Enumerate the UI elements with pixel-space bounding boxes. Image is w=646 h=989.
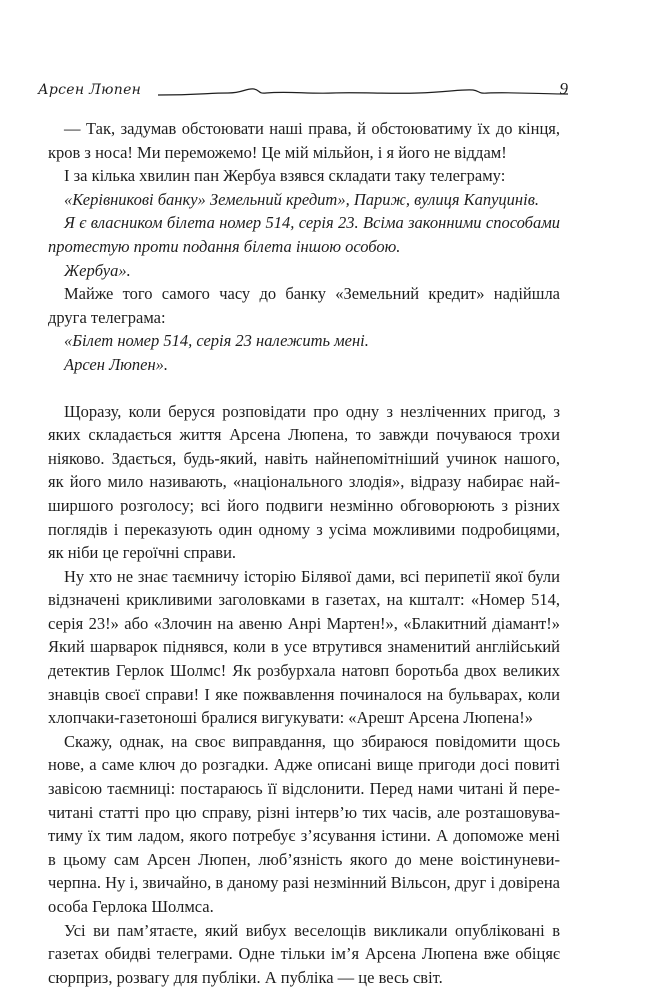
- paragraph: І за кілька хвилин пан Жербуа взявся складати таку телеграму:: [64, 166, 506, 186]
- paragraph: Майже того самого часу до банку «Земельний кредит» надійшла друга телеграма:: [48, 284, 560, 327]
- paragraph: Скажу, однак, на своє виправдання, що збираюся повідомити щось нове, а саме ключ до розгадки. Адже описані вище пригоди досі повиті завісою таємниці: постараюсь її відслонити. Перед нами читані й перечитані статті про цю справу, різні інтерв’ю тих часів, але розташовуватиму їх тим ладом, якого потребує з’ясування істини. А допоможе мені в цьому сам Арсен Люпен, люб’язність якого до мене воістинуневичерпна. Ну і, звичайно, в даному разі незмінний Вільсон, друг і довірена особа Герлока Шолмса.: [48, 731, 560, 916]
- book-title: Арсен Люпен: [38, 82, 142, 98]
- paragraph: Усі ви пам’ятаєте, який вибух веселощів викликали опубліковані в газетах обидві телеграми. Одне тільки ім’я Арсена Люпена вже обіцяє сюрприз, розвагу для публіки. А публіка — це весь світ.: [48, 920, 560, 987]
- telegram-signature: Жербуа».: [64, 260, 131, 280]
- telegram-line: «Керівникові банку» Земельний кредит», Париж, вулиця Капуцинів.: [64, 189, 539, 209]
- paragraph: Щоразу, коли беруся розповідати про одну з незліченних пригод, з яких складається життя Арсена Люпена, то завжди почуваюся трохи ніяково. Здається, будь-який, навіть найнепомітніший учинок нашого, як його мило називають, «національного злодія», відразу набирає найширшого розголосу; всі його подвиги незмінно обговорюють з різних поглядів і переказують один одному з усіма можливими подробицями, як ніби це героїчні справи.: [48, 401, 560, 563]
- page-number: 9: [559, 79, 568, 98]
- body-text: [48, 117, 560, 989]
- telegram-line: Я є власником білета номер 514, серія 23. Всіма законними способами протестую проти подання білета іншою особою.: [48, 213, 560, 256]
- running-head: [38, 79, 568, 104]
- telegram-line: «Білет номер 514, серія 23 належить мені.: [64, 331, 369, 351]
- telegram-signature: Арсен Люпен».: [64, 354, 169, 374]
- decorative-flourish: [158, 84, 568, 100]
- paragraph: Ну хто не знає таємничу історію Білявої дами, всі перипетії якої були відзначені крикливими заголовками в газетах, на кшталт: «Номер 514, серія 23!» або «Злочин на авеню Анрі Мартен!», «Блакитний діамант!» Який шарварок піднявся, коли в усе втрутився знаменитий англійський детектив Герлок Шолмс! Як розбурхала натовп боротьба двох великих знавців своєї справи! І яке пожвавлення починалося на бульварах, коли хлопчаки-газетоноші бралися вигукувати: «Арешт Арсена Люпена!»: [48, 566, 560, 728]
- paragraph: — Так, задумав обстоювати наші права, й обстоюватиму їх до кінця, кров з носа! Ми переможемо! Це мій мільйон, і я його не віддам!: [48, 119, 560, 162]
